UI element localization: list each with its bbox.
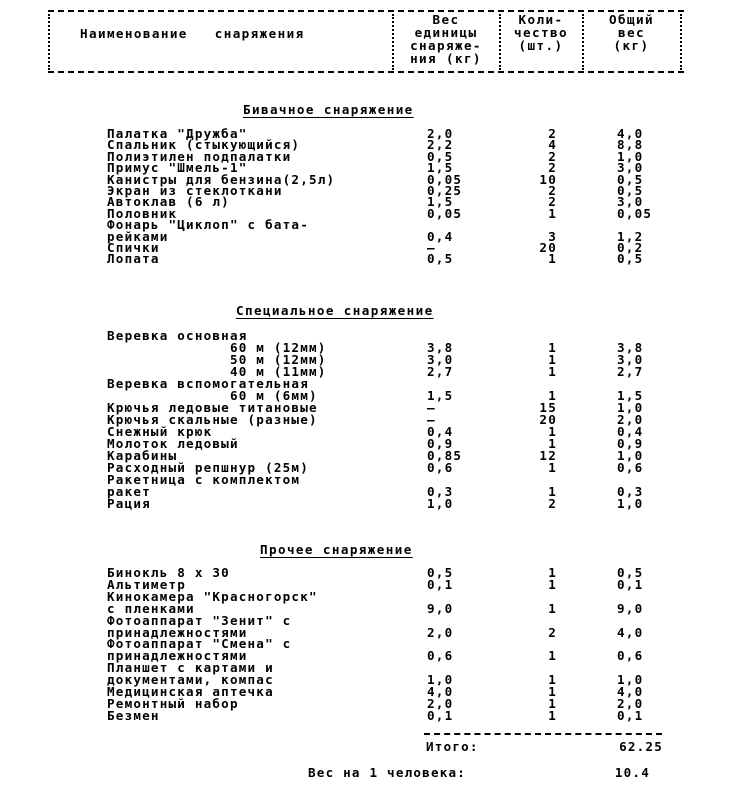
unit-weight: 0,1	[427, 577, 454, 592]
total-weight: 2,0	[617, 696, 644, 711]
quantity: 1	[548, 684, 557, 699]
quantity: 1	[548, 340, 557, 355]
unit-weight: 2,7	[427, 364, 454, 379]
unit-weight: –	[427, 400, 436, 415]
total-weight: 0,3	[617, 484, 644, 499]
total-weight: 0,5	[617, 172, 644, 187]
total-weight: 0,5	[617, 251, 644, 266]
item-name: Безмен	[107, 708, 160, 723]
item-name: Спальник (стыкующийся)	[107, 137, 301, 152]
total-value: 62.25	[619, 739, 663, 754]
total-weight: 1,2	[617, 229, 644, 244]
total-weight: 0,6	[617, 648, 644, 663]
unit-weight: 2,2	[427, 137, 454, 152]
total-weight: 3,8	[617, 340, 644, 355]
item-name: Фотоаппарат "Смена" с	[107, 636, 292, 651]
unit-weight: 0,5	[427, 149, 454, 164]
unit-weight: 0,85	[427, 448, 463, 463]
per-person-label: Вес на 1 человека:	[308, 765, 467, 780]
quantity: 2	[548, 149, 557, 164]
unit-weight: 0,25	[427, 183, 463, 198]
header-qty-line-1: Коли-	[518, 12, 564, 27]
header-qty-line-3: (шт.)	[518, 38, 564, 53]
item-name: 40 м (11мм)	[107, 364, 327, 379]
total-weight: 8,8	[617, 137, 644, 152]
header-total-line-1: Общий	[609, 12, 654, 27]
quantity: 1	[548, 352, 557, 367]
quantity: 1	[548, 364, 557, 379]
item-name: Фотоаппарат "Зенит" с	[107, 613, 292, 628]
total-weight: 3,0	[617, 194, 644, 209]
item-name: Ракетница с комплектом	[107, 472, 301, 487]
item-name: Молоток ледовый	[107, 436, 239, 451]
item-name: 50 м (12мм)	[107, 352, 327, 367]
quantity: 1	[548, 251, 557, 266]
quantity: 2	[548, 183, 557, 198]
unit-weight: 0,4	[427, 424, 454, 439]
total-weight: 2,7	[617, 364, 644, 379]
unit-weight: 2,0	[427, 696, 454, 711]
item-name: Палатка "Дружба"	[107, 126, 248, 141]
header-total-line-2: вес	[618, 25, 645, 40]
unit-weight: 1,5	[427, 194, 454, 209]
header-qty-line-2: чество	[514, 25, 568, 40]
total-weight: 0,9	[617, 436, 644, 451]
item-name: ракет	[107, 484, 151, 499]
item-name: Веревка основная	[107, 328, 248, 343]
total-weight: 4,0	[617, 126, 644, 141]
per-person-value: 10.4	[614, 765, 650, 780]
unit-weight: 4,0	[427, 684, 454, 699]
quantity: 4	[548, 137, 557, 152]
quantity: 2	[548, 625, 557, 640]
item-name: Экран из стеклоткани	[107, 183, 283, 198]
item-name: рейками	[107, 229, 169, 244]
item-name: Кинокамера "Красногорск"	[107, 589, 318, 604]
total-weight: 1,0	[617, 149, 644, 164]
unit-weight: 2,0	[427, 126, 454, 141]
total-weight: 0,05	[617, 206, 653, 221]
total-weight: 1,0	[617, 400, 644, 415]
unit-weight: 0,6	[427, 648, 454, 663]
item-name: Медицинская аптечка	[107, 684, 274, 699]
section-title: Специальное снаряжение	[236, 303, 434, 318]
item-name: Полиэтилен подпалатки	[107, 149, 292, 164]
header-unit-weight-line-3: снаряже-	[410, 38, 482, 53]
quantity: 2	[548, 194, 557, 209]
item-name: Ремонтный набор	[107, 696, 239, 711]
quantity: 1	[548, 696, 557, 711]
section-title: Бивачное снаряжение	[243, 102, 414, 117]
header-left-border	[48, 14, 50, 70]
unit-weight: 1,5	[427, 160, 454, 175]
quantity: 20	[539, 412, 557, 427]
quantity: 1	[548, 388, 557, 403]
unit-weight: –	[427, 240, 436, 255]
item-name: Спички	[107, 240, 160, 255]
quantity: 2	[548, 126, 557, 141]
total-weight: 1,5	[617, 388, 644, 403]
item-name: Планшет с картами и	[107, 660, 274, 675]
item-name: 60 м (6мм)	[107, 388, 318, 403]
total-weight: 0,4	[617, 424, 644, 439]
item-name: Рация	[107, 496, 151, 511]
unit-weight: 1,0	[427, 672, 454, 687]
unit-weight: 9,0	[427, 601, 454, 616]
total-weight: 1,0	[617, 672, 644, 687]
item-name: Бинокль 8 х 30	[107, 565, 230, 580]
unit-weight: 0,3	[427, 484, 454, 499]
item-name: Снежный крюк	[107, 424, 213, 439]
total-weight: 0,2	[617, 240, 644, 255]
item-name: Автоклав (6 л)	[107, 194, 230, 209]
item-name: Фонарь "Циклоп" с бата-	[107, 217, 309, 232]
total-weight: 0,5	[617, 565, 644, 580]
quantity: 15	[539, 400, 557, 415]
total-weight: 9,0	[617, 601, 644, 616]
quantity: 1	[548, 565, 557, 580]
total-weight: 3,0	[617, 160, 644, 175]
header-right-border	[680, 14, 682, 70]
unit-weight: 0,05	[427, 172, 463, 187]
item-name: принадлежностями	[107, 648, 248, 663]
unit-weight: 3,0	[427, 352, 454, 367]
quantity: 1	[548, 460, 557, 475]
header-total-line-3: (кг)	[613, 38, 650, 53]
quantity: 10	[539, 172, 557, 187]
quantity: 1	[548, 577, 557, 592]
unit-weight: 0,5	[427, 565, 454, 580]
unit-weight: 0,5	[427, 251, 454, 266]
total-weight: 2,0	[617, 412, 644, 427]
total-weight: 0,1	[617, 708, 644, 723]
quantity: 1	[548, 648, 557, 663]
item-name: Веревка вспомогательная	[107, 376, 309, 391]
item-name: Канистры для бензина(2,5л)	[107, 172, 336, 187]
total-weight: 1,0	[617, 448, 644, 463]
total-label: Итого:	[426, 739, 479, 754]
unit-weight: 0,4	[427, 229, 454, 244]
totals-rule	[424, 733, 662, 735]
unit-weight: 0,9	[427, 436, 454, 451]
unit-weight: 1,5	[427, 388, 454, 403]
quantity: 1	[548, 672, 557, 687]
item-name: Крючья скальные (разные)	[107, 412, 318, 427]
quantity: 1	[548, 206, 557, 221]
total-weight: 4,0	[617, 684, 644, 699]
total-weight: 0,1	[617, 577, 644, 592]
item-name: принадлежностями	[107, 625, 248, 640]
quantity: 3	[548, 229, 557, 244]
quantity: 2	[548, 496, 557, 511]
item-name: Половник	[107, 206, 178, 221]
header-unit-weight-line-2: единицы	[414, 25, 478, 40]
unit-weight: –	[427, 412, 436, 427]
quantity: 1	[548, 436, 557, 451]
total-weight: 0,6	[617, 460, 644, 475]
quantity: 1	[548, 484, 557, 499]
header-unit-weight-line-1: Вес	[432, 12, 460, 27]
item-name: Расходный репшнур (25м)	[107, 460, 309, 475]
total-weight: 4,0	[617, 625, 644, 640]
unit-weight: 0,6	[427, 460, 454, 475]
total-weight: 1,0	[617, 496, 644, 511]
quantity: 20	[539, 240, 557, 255]
item-name: Лопата	[107, 251, 160, 266]
unit-weight: 0,1	[427, 708, 454, 723]
item-name: Крючья ледовые титановые	[107, 400, 318, 415]
item-name: 60 м (12мм)	[107, 340, 327, 355]
quantity: 1	[548, 424, 557, 439]
header-bottom-rule	[48, 71, 684, 73]
quantity: 1	[548, 601, 557, 616]
item-name: Примус "Шмель-1"	[107, 160, 248, 175]
item-name: Альтиметр	[107, 577, 187, 592]
quantity: 2	[548, 160, 557, 175]
item-name: Карабины	[107, 448, 178, 463]
total-weight: 3,0	[617, 352, 644, 367]
unit-weight: 1,0	[427, 496, 454, 511]
section-title: Прочее снаряжение	[260, 542, 413, 557]
unit-weight: 2,0	[427, 625, 454, 640]
header-unit-weight-line-4: ния (кг)	[410, 51, 482, 66]
item-name: документами, компас	[107, 672, 274, 687]
item-name: с пленками	[107, 601, 195, 616]
header-top-rule	[48, 10, 684, 12]
total-weight: 0,5	[617, 183, 644, 198]
unit-weight: 0,05	[427, 206, 463, 221]
header-name-column: Наименование снаряжения	[80, 26, 305, 41]
unit-weight: 3,8	[427, 340, 454, 355]
quantity: 1	[548, 708, 557, 723]
quantity: 12	[539, 448, 557, 463]
